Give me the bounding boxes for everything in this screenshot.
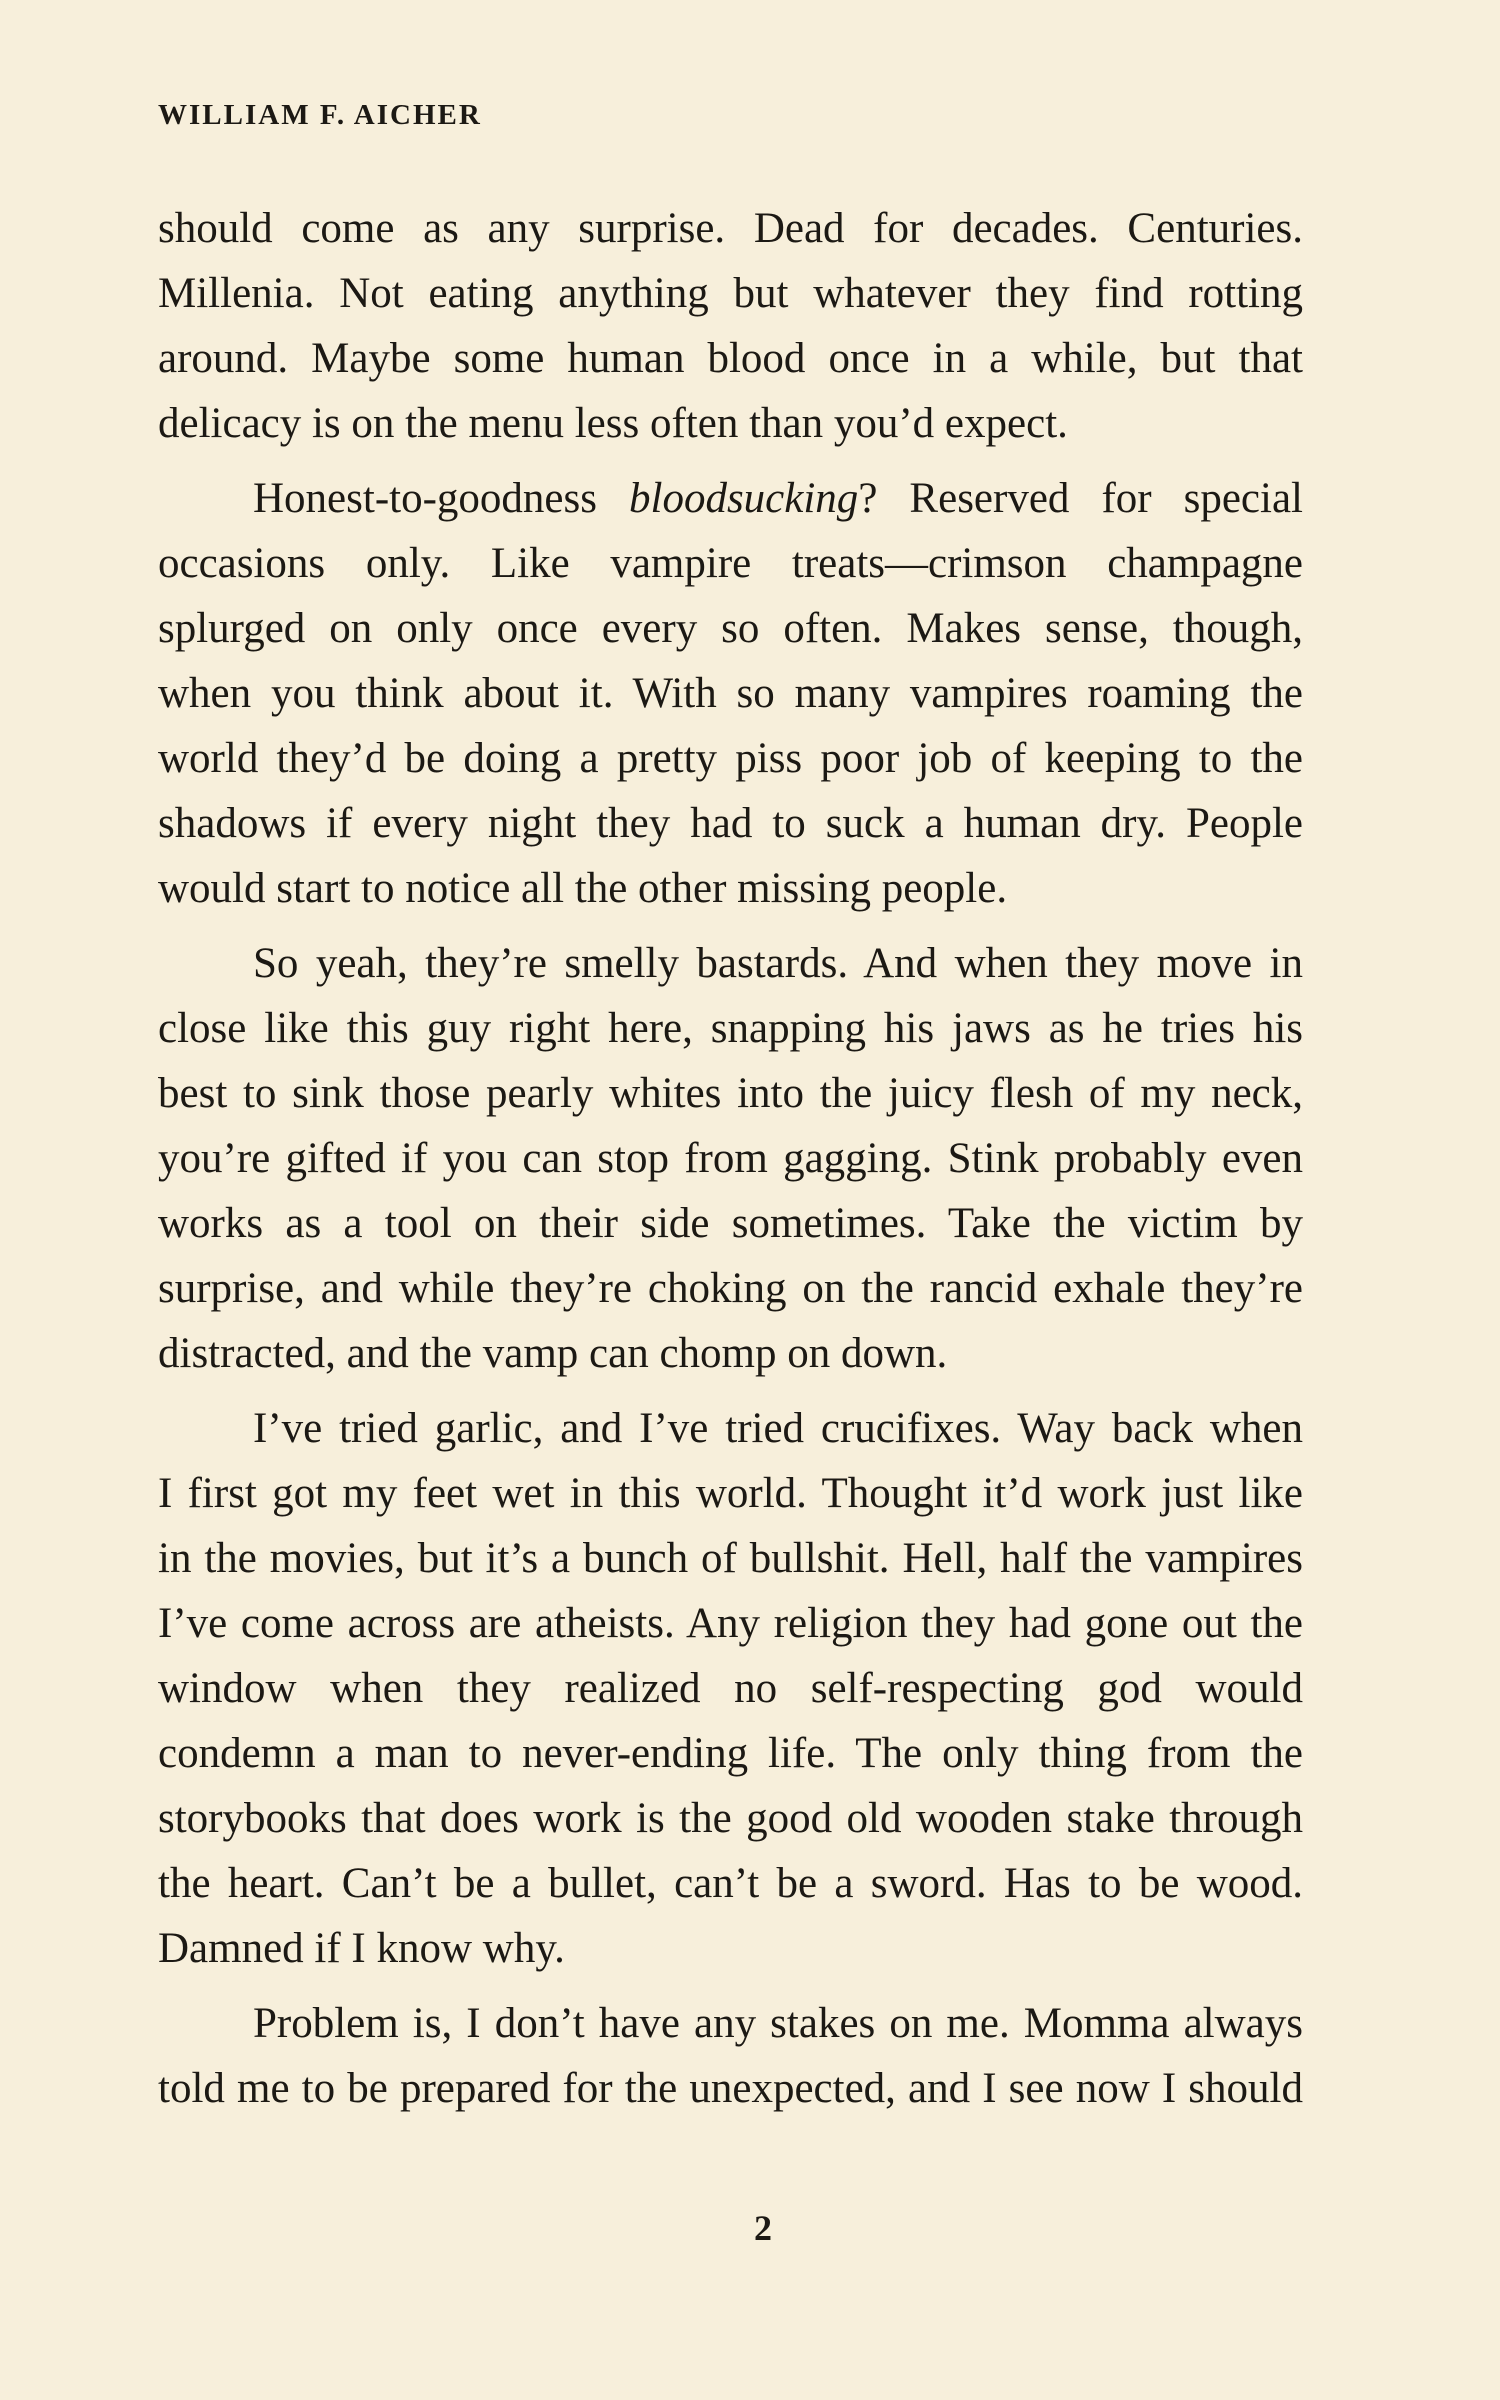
text-line: I first got my feet wet in this world. Thought it’d work just like: [158, 1470, 1303, 1517]
text-line: Damned if I know why.: [158, 1925, 565, 1972]
text-line: occasions only. Like vampire treats—crimson champagne: [158, 540, 1303, 587]
paragraph: [158, 931, 1303, 1386]
text-line: would start to notice all the other missing people.: [158, 865, 1008, 912]
text-line: world they’d be doing a pretty piss poor job of keeping to the: [158, 735, 1303, 782]
text-line: I’ve tried garlic, and I’ve tried crucifixes. Way back when: [253, 1405, 1303, 1452]
text-line: works as a tool on their side sometimes. Take the victim by: [158, 1200, 1303, 1247]
text-line: you’re gifted if you can stop from gagging. Stink probably even: [158, 1135, 1303, 1182]
body-text: [158, 196, 1303, 2121]
text-line: storybooks that does work is the good old wooden stake through: [158, 1795, 1303, 1842]
text-line: around. Maybe some human blood once in a while, but that: [158, 335, 1303, 382]
paragraph: [158, 466, 1303, 921]
text-line: Millenia. Not eating anything but whatever they find rotting: [158, 270, 1303, 317]
paragraph: [158, 1396, 1303, 1981]
text-line: delicacy is on the menu less often than you’d expect.: [158, 400, 1068, 447]
text-line: best to sink those pearly whites into the juicy flesh of my neck,: [158, 1070, 1303, 1117]
text-line: in the movies, but it’s a bunch of bullshit. Hell, half the vampires: [158, 1535, 1303, 1582]
text-line: Problem is, I don’t have any stakes on me. Momma always: [253, 2000, 1303, 2047]
text-line: when you think about it. With so many vampires roaming the: [158, 670, 1303, 717]
text-line: surprise, and while they’re choking on the rancid exhale they’re: [158, 1265, 1303, 1312]
text-line: I’ve come across are atheists. Any religion they had gone out the: [158, 1600, 1303, 1647]
text-line: told me to be prepared for the unexpected, and I see now I should: [158, 2065, 1303, 2112]
text-line: Honest-to-goodness bloodsucking? Reserved for special: [253, 475, 1303, 522]
text-line: condemn a man to never-ending life. The only thing from the: [158, 1730, 1303, 1777]
text-line: distracted, and the vamp can chomp on down.: [158, 1330, 948, 1377]
text-line: shadows if every night they had to suck a human dry. People: [158, 800, 1303, 847]
running-header-author: WILLIAM F. AICHER: [158, 99, 482, 131]
text-line: So yeah, they’re smelly bastards. And when they move in: [253, 940, 1303, 987]
paragraph: [158, 196, 1303, 456]
paragraph: [158, 1991, 1303, 2121]
page-number: 2: [754, 2208, 772, 2248]
text-line: window when they realized no self-respecting god would: [158, 1665, 1303, 1712]
text-line: the heart. Can’t be a bullet, can’t be a sword. Has to be wood.: [158, 1860, 1303, 1907]
text-line: should come as any surprise. Dead for decades. Centuries.: [158, 205, 1303, 252]
text-line: splurged on only once every so often. Makes sense, though,: [158, 605, 1303, 652]
text-line: close like this guy right here, snapping his jaws as he tries his: [158, 1005, 1303, 1052]
